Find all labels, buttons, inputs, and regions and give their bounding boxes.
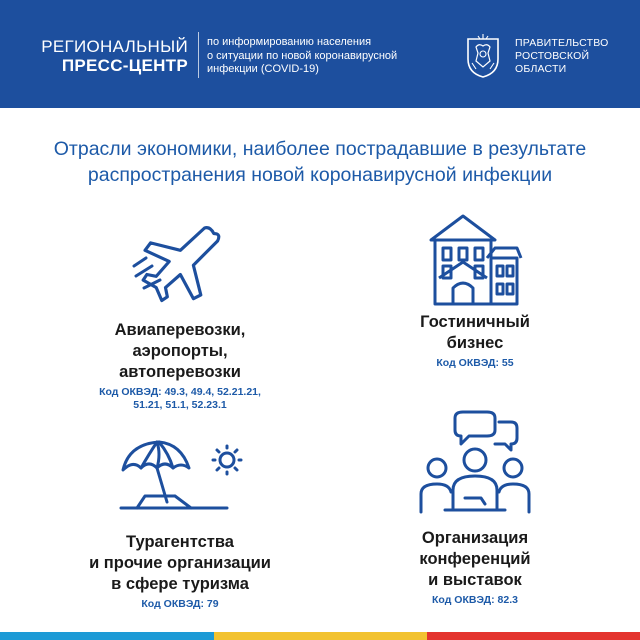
press-center-title xyxy=(30,37,188,75)
okved-code-line: Код ОКВЭД: 79 xyxy=(141,598,219,610)
stripe-segment-yellow xyxy=(214,632,427,640)
government-label xyxy=(515,37,625,76)
industry-name-line: в сфере туризма xyxy=(111,575,249,593)
okved-code xyxy=(60,598,300,611)
okved-code xyxy=(355,594,595,607)
tricolor-stripe xyxy=(0,632,640,640)
subtitle-line: по информированию населения xyxy=(207,36,372,48)
okved-code-line: Код ОКВЭД: 55 xyxy=(436,357,514,369)
industry-name xyxy=(355,528,595,591)
beach-umbrella-icon xyxy=(115,438,245,518)
gov-line: ПРАВИТЕЛЬСТВО xyxy=(515,37,609,49)
industry-name-line: бизнес xyxy=(446,334,504,352)
industry-name-line: Гостиничный xyxy=(420,313,530,331)
industry-name-line: Турагентства xyxy=(126,533,234,551)
page-title xyxy=(0,136,640,188)
okved-code xyxy=(60,386,300,412)
gov-line: РОСТОВСКОЙ xyxy=(515,50,590,62)
header-banner xyxy=(0,0,640,108)
industry-name-line: автоперевозки xyxy=(119,363,241,381)
industry-card-tourism xyxy=(60,438,300,611)
subtitle-line: о ситуации по новой коронавирусной xyxy=(207,49,398,62)
industry-name-line: и прочие организации xyxy=(89,554,271,572)
title-line: Отрасли экономики, наиболее пострадавшие в результате xyxy=(53,138,587,160)
industry-name-line: и выставок xyxy=(428,571,522,589)
industry-name-line: Авиаперевозки, xyxy=(114,321,246,339)
gov-line: ОБЛАСТИ xyxy=(515,63,567,75)
hotel-building-icon xyxy=(425,212,525,308)
okved-code-line: Код ОКВЭД: 49.3, 49.4, 52.21.21, xyxy=(99,386,261,398)
stripe-segment-blue xyxy=(0,632,214,640)
header-subtitle xyxy=(207,36,447,77)
industry-name xyxy=(60,532,300,595)
press-center-line2: ПРЕСС-ЦЕНТР xyxy=(61,56,188,75)
industry-card-aviation xyxy=(60,226,300,412)
subtitle-line: инфекции (COVID-19) xyxy=(207,63,319,75)
rostov-coat-of-arms-icon xyxy=(462,33,504,79)
industry-name xyxy=(60,320,300,383)
okved-code xyxy=(355,357,595,370)
header-divider xyxy=(198,32,199,78)
industry-name-line: Организация xyxy=(421,529,529,547)
title-line: распространения новой коронавирусной инфекции xyxy=(87,164,553,186)
okved-code-line: Код ОКВЭД: 82.3 xyxy=(432,594,518,606)
industry-name xyxy=(355,312,595,354)
industry-card-conferences xyxy=(355,412,595,607)
industry-card-hotels xyxy=(355,212,595,370)
press-center-line1: РЕГИОНАЛЬНЫЙ xyxy=(41,37,188,56)
industry-name-line: конференций xyxy=(419,550,531,568)
okved-code-line: 51.21, 51.1, 52.23.1 xyxy=(133,399,227,411)
industry-name-line: аэропорты, xyxy=(132,342,228,360)
airplane-icon xyxy=(130,226,230,306)
stripe-segment-red xyxy=(427,632,640,640)
conference-people-icon xyxy=(415,412,535,520)
